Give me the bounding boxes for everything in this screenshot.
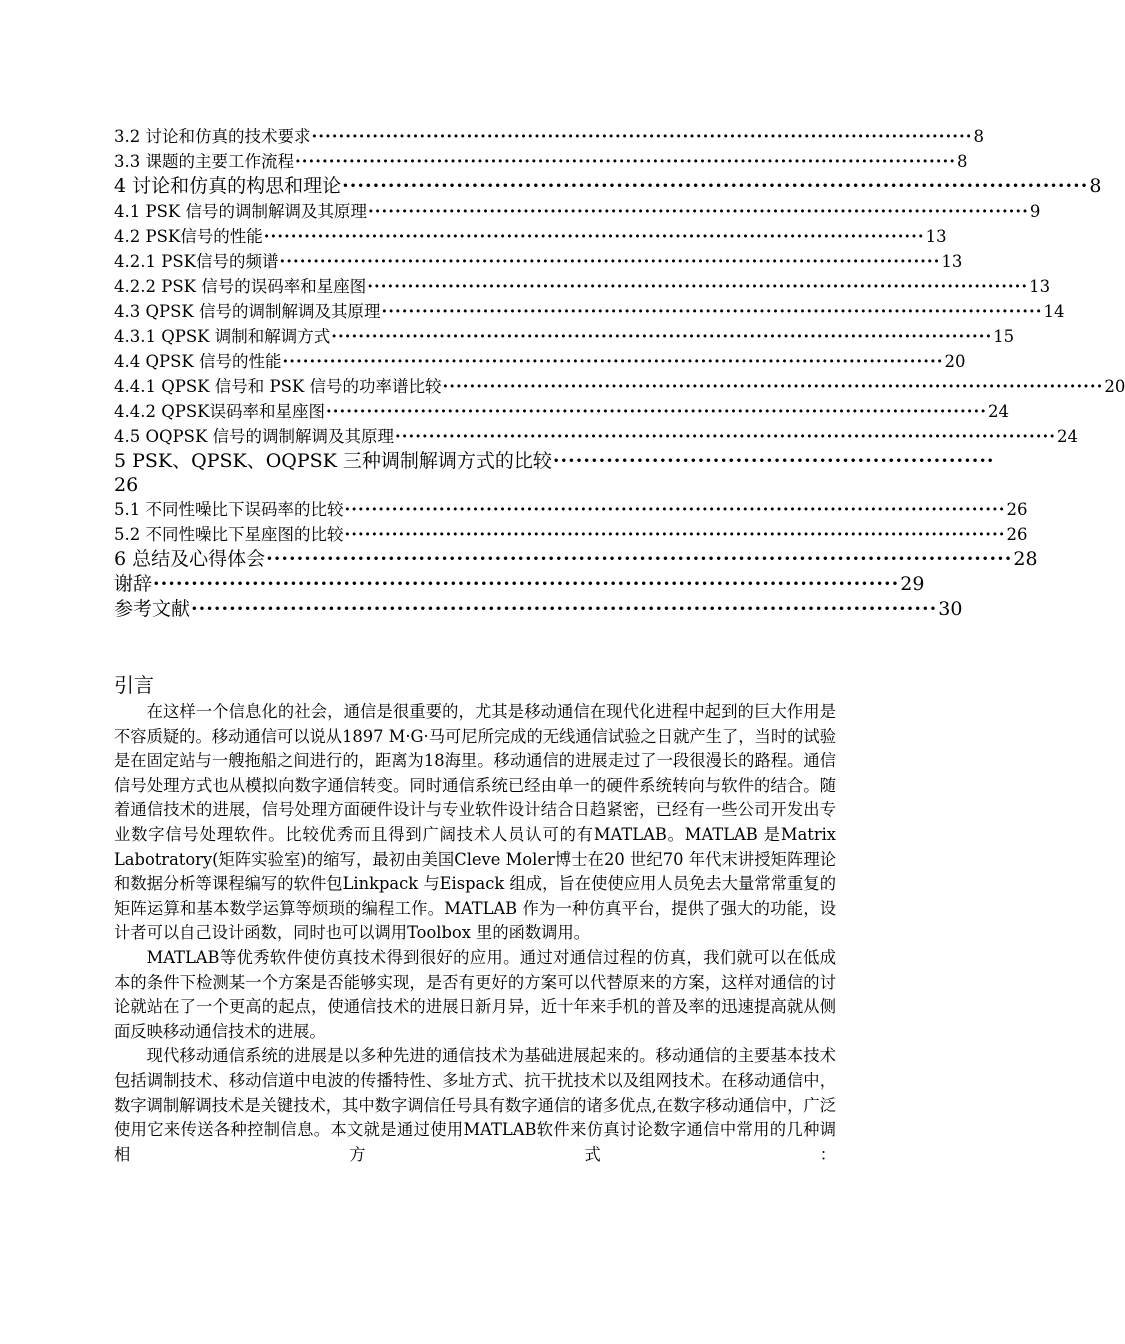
toc-leader-dots: ·································································································· — [263, 227, 925, 246]
toc-entry-title: 参考文献 — [114, 598, 191, 620]
toc-entry-page: 29 — [900, 573, 925, 595]
toc-entry-page: 8 — [973, 127, 984, 146]
toc-leader-dots: ·································································································· — [344, 525, 1006, 544]
toc-entry[interactable] — [114, 597, 963, 622]
toc-entry-title: 5 PSK、QPSK、OQPSK 三种调制解调方式的比较 — [114, 450, 552, 472]
paragraph-1: 在这样一个信息化的社会，通信是很重要的，尤其是移动通信在现代化进程中起到的巨大作用是不容质疑的。移动通信可以说从1897 M·G·马可尼所完成的无线通信试验之日就产生了，当时的试验是在固定站与一艘拖船之间进行的，距离为18海里。移动通信的进展走过了一段很漫长的路程。通信信号处理方式也从模拟向数字通信转变。同时通信系统已经由单一的硬件系统转向与软件的结合。随着通信技术的进展，信号处理方面硬件设计与专业软件设计结合日趋紧密，已经有一些公司开发出专业数字信号处理软件。比较优秀而且得到广阔技术人员认可的有MATLAB。MATLAB 是Matrix Labotratory(矩阵实验室)的缩写，最初由美国Cleve Moler博士在20 世纪70 年代末讲授矩阵理论和数据分析等课程编写的软件包Linkpack 与Eispack 组成，旨在使使应用人员免去大量常常重复的矩阵运算和基本数学运算等烦琐的编程工作。MATLAB 作为一种仿真平台，提供了强大的功能，设计者可以自己设计函数，同时也可以调用Toolbox 里的函数调用。 — [114, 702, 836, 943]
toc-leader-dots: ·························································· — [552, 450, 995, 472]
toc-entry-title: 3.2 讨论和仿真的技术要求 — [114, 127, 311, 146]
toc-entry-title: 4.2.1 PSK信号的频谱 — [114, 252, 279, 271]
toc-leader-dots: ·································································································· — [279, 252, 941, 271]
toc-entry-page: 26 — [1006, 525, 1028, 544]
toc-entry-page: 28 — [1013, 548, 1038, 570]
toc-entry-page: 30 — [938, 598, 963, 620]
toc-entry-page: 24 — [1056, 427, 1078, 446]
toc-entry-title: 4.4 QPSK 信号的性能 — [114, 352, 282, 371]
toc-entry[interactable] — [114, 374, 1125, 399]
toc-entry-title: 4 讨论和仿真的构思和理论 — [114, 175, 342, 197]
toc-entry-page: 26 — [1006, 500, 1028, 519]
toc-entry-page: 20 — [944, 352, 966, 371]
toc-leader-dots: ·································································································· — [295, 152, 956, 171]
toc-entry[interactable] — [114, 349, 966, 374]
toc-entry-page: 14 — [1043, 302, 1065, 321]
toc-entry-title: 3.3 课题的主要工作流程 — [114, 152, 294, 171]
toc-entry-title: 4.2 PSK信号的性能 — [114, 227, 263, 246]
toc-leader-dots: ·································································································· — [191, 598, 938, 620]
toc-leader-dots: ·································································································· — [442, 377, 1104, 396]
toc-entry-title: 5.1 不同性噪比下误码率的比较 — [114, 500, 344, 519]
toc-leader-dots: ·································································································· — [331, 327, 993, 346]
toc-entry-title: 4.1 PSK 信号的调制解调及其原理 — [114, 202, 367, 221]
toc-entry-title: 4.4.1 QPSK 信号和 PSK 信号的功率谱比较 — [114, 377, 442, 396]
toc-entry-wrapped[interactable] — [114, 449, 995, 497]
toc-entry[interactable] — [114, 249, 963, 274]
toc-entry-page: 15 — [993, 327, 1015, 346]
toc-entry-page: 13 — [1029, 277, 1051, 296]
toc-entry-page: 24 — [987, 402, 1009, 421]
toc-entry[interactable] — [114, 174, 1102, 199]
toc-leader-dots: ·································································································· — [367, 202, 1029, 221]
toc-leader-dots: ·································································································· — [326, 402, 987, 421]
toc-leader-dots: ·································································································· — [282, 352, 944, 371]
section-heading: 引言 — [114, 673, 154, 697]
toc-entry-title: 6 总结及心得体会 — [114, 548, 266, 570]
toc-entry-page: 8 — [1089, 175, 1102, 197]
toc-entry-page: 13 — [941, 252, 963, 271]
toc-leader-dots: ·································································································· — [381, 302, 1043, 321]
toc-entry[interactable] — [114, 274, 1051, 299]
toc-leader-dots: ·································································································· — [342, 175, 1089, 197]
toc-entry-title: 4.5 OQPSK 信号的调制解调及其原理 — [114, 427, 395, 446]
table-of-contents — [114, 124, 1125, 622]
toc-entry[interactable] — [114, 124, 984, 149]
toc-entry-page: 9 — [1029, 202, 1041, 221]
toc-leader-dots: ·································································································· — [344, 500, 1006, 519]
toc-entry-page: 20 — [1104, 377, 1125, 396]
toc-leader-dots: ·································································································· — [395, 427, 1056, 446]
toc-entry[interactable] — [114, 324, 1015, 349]
toc-entry-title: 谢辞 — [114, 573, 153, 595]
toc-entry-page: 8 — [956, 152, 968, 171]
toc-entry-page: 26 — [114, 474, 139, 496]
toc-entry[interactable] — [114, 224, 947, 249]
toc-entry[interactable] — [114, 424, 1078, 449]
toc-entry[interactable] — [114, 199, 1041, 224]
toc-leader-dots: ·································································································· — [367, 277, 1029, 296]
toc-entry[interactable] — [114, 522, 1028, 547]
toc-entry-page: 13 — [925, 227, 947, 246]
toc-leader-dots: ·································································································· — [153, 573, 900, 595]
toc-entry[interactable] — [114, 399, 1009, 424]
toc-entry[interactable] — [114, 572, 925, 597]
toc-entry[interactable] — [114, 149, 968, 174]
toc-entry-title: 5.2 不同性噪比下星座图的比较 — [114, 525, 344, 544]
toc-entry-title: 4.2.2 PSK 信号的误码率和星座图 — [114, 277, 367, 296]
toc-entry-title: 4.3.1 QPSK 调制和解调方式 — [114, 327, 331, 346]
toc-entry[interactable] — [114, 497, 1028, 522]
toc-entry-title: 4.4.2 QPSK误码率和星座图 — [114, 402, 325, 421]
toc-entry-title: 4.3 QPSK 信号的调制解调及其原理 — [114, 302, 381, 321]
toc-entry[interactable] — [114, 547, 1038, 572]
toc-leader-dots: ·································································································· — [266, 548, 1013, 570]
paragraph-3: 现代移动通信系统的进展是以多种先进的通信技术为基础进展起来的。移动通信的主要基本技术包括调制技术、移动信道中电波的传播特性、多址方式、抗干扰技术以及组网技术。在移动通信中，数字调制解调技术是关键技术，其中数字调信任号具有数字通信的诸多优点,在数字移动通信中，广泛使用它来传送各种控制信息。本文就是通过使用MATLAB软件来仿真讨论数字通信中常用的几种调相方式： — [114, 1046, 836, 1164]
paragraph-2: MATLAB等优秀软件使仿真技术得到很好的应用。通过对通信过程的仿真，我们就可以在低成本的条件下检测某一个方案是否能够实现，是否有更好的方案可以代替原来的方案，这样对通信的讨论就站在了一个更高的起点，使通信技术的进展日新月异，近十年来手机的普及率的迅速提高就从侧面反映移动通信技术的进展。 — [114, 947, 836, 1041]
toc-leader-dots: ·································································································· — [311, 127, 973, 146]
toc-entry[interactable] — [114, 299, 1065, 324]
introduction-section — [114, 672, 836, 1167]
